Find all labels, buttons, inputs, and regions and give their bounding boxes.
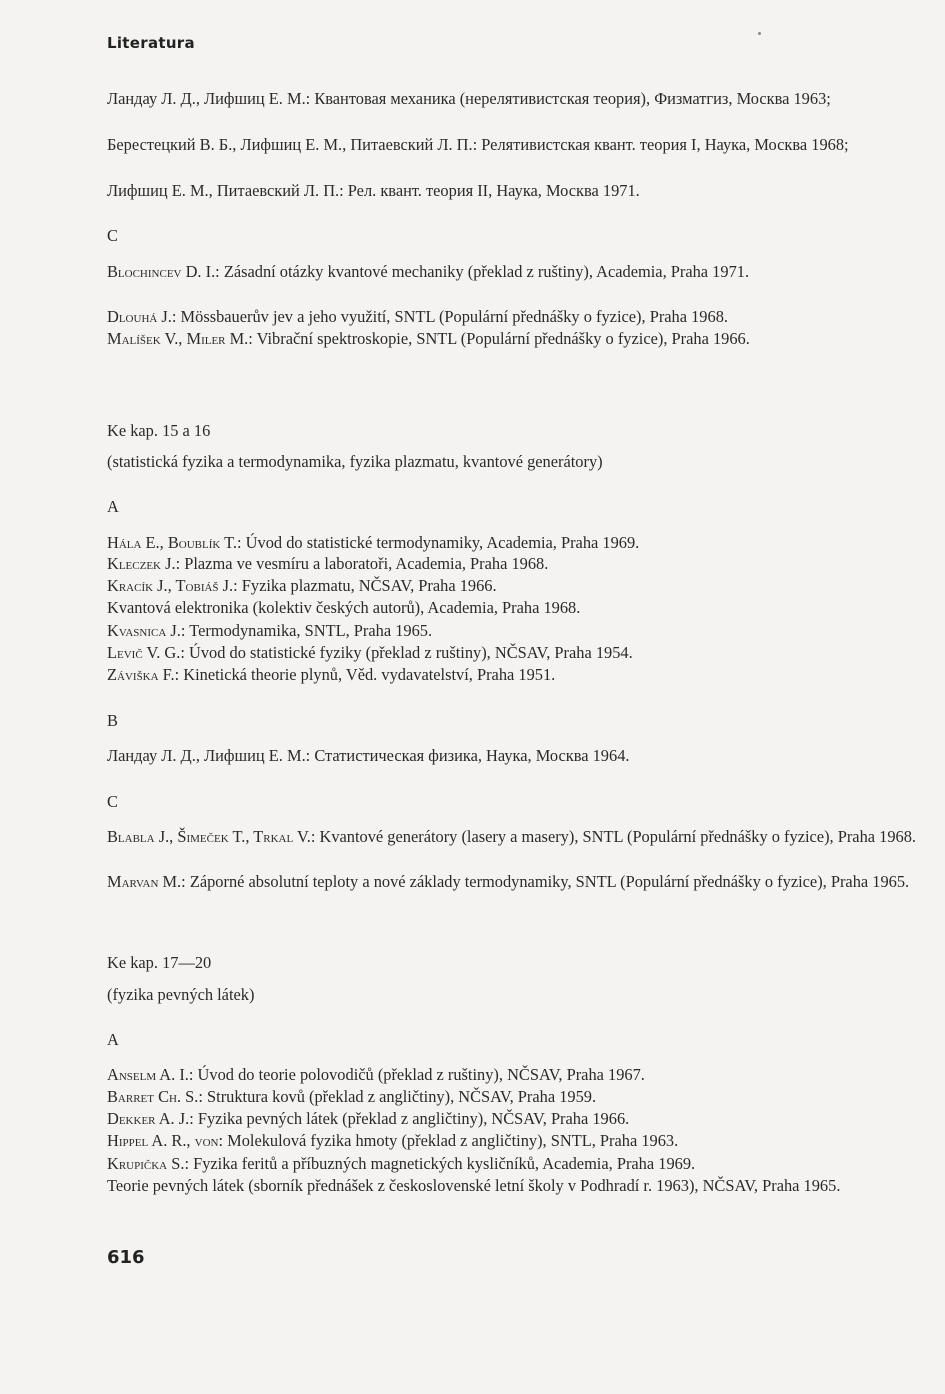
chapter-subtitle: (statistická fyzika a termodynamika, fyzika plazmatu, kvantové generátory) — [107, 452, 603, 471]
reference-entry: Anselm A. I.: Úvod do teorie polovodičů (překlad z ruštiny), NČSAV, Praha 1967. — [107, 1065, 645, 1084]
reference-entry: Ландау Л. Д., Лифшиц Е. М.: Статистическая физика, Наука, Москва 1964. — [107, 746, 630, 765]
reference-entry: Ландау Л. Д., Лифшиц Е. М.: Квантовая механика (нерелятивистская теория), Физматгиз, Москва 1963; — [107, 89, 831, 108]
reference-entry: Levič V. G.: Úvod do statistické fyziky (překlad z ruštiny), NČSAV, Praha 1954. — [107, 643, 633, 662]
reference-entry: Берестецкий В. Б., Лифшиц Е. М., Питаевский Л. П.: Релятивистская квант. теория I, Наука, Москва 1968; — [107, 135, 849, 154]
chapter-subtitle: (fyzika pevných látek) — [107, 985, 255, 1004]
running-header: Literatura — [107, 34, 195, 52]
reference-entry: Marvan M.: Záporné absolutní teploty a nové základy termodynamiky, SNTL (Populární přednášky o fyzice), Praha 1965. — [107, 872, 910, 891]
section-letter: A — [107, 1030, 119, 1049]
section-letter: A — [107, 497, 119, 516]
reference-entry: Blochincev D. I.: Zásadní otázky kvantové mechaniky (překlad z ruštiny), Academia, Praha 1971. — [107, 262, 750, 281]
print-speck — [758, 32, 761, 35]
chapter-heading: Ke kap. 15 a 16 — [107, 421, 211, 440]
reference-entry: Kvantová elektronika (kolektiv českých autorů), Academia, Praha 1968. — [107, 598, 581, 617]
section-letter: B — [107, 711, 118, 730]
reference-entry: Blabla J., Šimeček T., Trkal V.: Kvantové generátory (lasery a masery), SNTL (Populární přednášky o fyzice), Praha 1968. — [107, 827, 917, 846]
reference-entry: Kleczek J.: Plazma ve vesmíru a laboratoři, Academia, Praha 1968. — [107, 554, 549, 573]
section-letter: C — [107, 226, 118, 245]
reference-entry: Barret Ch. S.: Struktura kovů (překlad z angličtiny), NČSAV, Praha 1959. — [107, 1087, 597, 1106]
reference-entry: Kracík J., Tobiáš J.: Fyzika plazmatu, NČSAV, Praha 1966. — [107, 576, 497, 595]
page-number: 616 — [107, 1247, 145, 1268]
reference-entry: Hála E., Boublík T.: Úvod do statistické termodynamiky, Academia, Praha 1969. — [107, 533, 640, 552]
chapter-heading: Ke kap. 17—20 — [107, 953, 212, 972]
reference-entry: Záviška F.: Kinetická theorie plynů, Věd. vydavatelství, Praha 1951. — [107, 665, 556, 684]
reference-entry: Kvasnica J.: Termodynamika, SNTL, Praha 1965. — [107, 621, 433, 640]
reference-entry: Krupička S.: Fyzika feritů a příbuzných magnetických kysličníků, Academia, Praha 1969. — [107, 1154, 696, 1173]
reference-entry: Malíšek V., Miler M.: Vibrační spektroskopie, SNTL (Populární přednášky o fyzice), Praha 1966. — [107, 329, 750, 348]
reference-entry: Dlouhá J.: Mössbauerův jev a jeho využití, SNTL (Populární přednášky o fyzice), Praha 1968. — [107, 307, 728, 326]
section-letter: C — [107, 792, 118, 811]
reference-entry: Лифшиц Е. М., Питаевский Л. П.: Рел. квант. теория II, Наука, Москва 1971. — [107, 181, 640, 200]
reference-entry: Hippel A. R., von: Molekulová fyzika hmoty (překlad z angličtiny), SNTL, Praha 1963. — [107, 1131, 679, 1150]
reference-entry: Dekker A. J.: Fyzika pevných látek (překlad z angličtiny), NČSAV, Praha 1966. — [107, 1109, 630, 1128]
reference-entry: Teorie pevných látek (sborník přednášek z československé letní školy v Podhradí r. 1963), NČSAV, Praha 1965. — [107, 1176, 841, 1195]
